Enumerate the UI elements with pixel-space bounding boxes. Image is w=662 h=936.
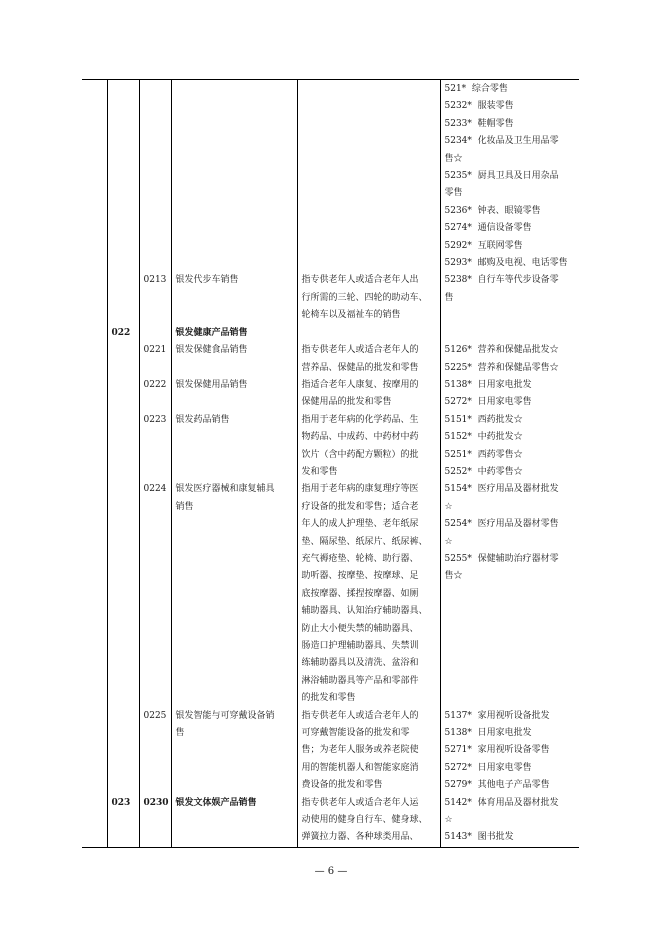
level2-code-text: 0230: [143, 797, 169, 808]
description-line: 售；为老年人服务或养老院使: [301, 745, 419, 756]
description-line: 防止大小便失禁的辅助器具、: [301, 623, 419, 634]
description-line: 垫、隔尿垫、纸尿片、纸尿裤、: [301, 536, 428, 547]
industry-code-line: 5138* 日用家电批发: [444, 379, 532, 390]
industry-code-line: 售☆: [444, 153, 463, 164]
margin-cell: [82, 481, 107, 707]
level1-code-text: 022: [111, 327, 131, 338]
description-line: 饮片（含中药配方颗粒）的批: [301, 449, 419, 460]
industry-code-line: 5142* 体育用品及器材批发: [444, 797, 559, 808]
industry-code-line: 5235* 厨具卫具及日用杂品: [444, 171, 559, 182]
industry-code-line: 5138* 日用家电批发: [444, 728, 532, 739]
category-name-text: 销售: [175, 501, 194, 512]
level2-code: [139, 80, 171, 273]
level2-code: [139, 272, 171, 324]
industry-code-line: 5232* 服装零售: [444, 101, 514, 112]
industry-code-line: 5255* 保健辅助治疗器材零: [444, 553, 559, 564]
level2-code: [139, 481, 171, 707]
category-name: [171, 481, 297, 707]
level2-code-text: 0224: [143, 484, 167, 495]
category-name: [171, 325, 297, 342]
level2-code: [139, 377, 171, 412]
industry-code-line: 5225* 营养和保健品零售☆: [444, 362, 559, 373]
industry-code-line: ☆: [444, 536, 453, 547]
level2-code-text: 0222: [143, 379, 167, 390]
level2-code: [139, 412, 171, 482]
description-line: 营养品、保健品的批发和零售: [301, 362, 419, 373]
description-line: 指专供老年人或适合老年人出: [301, 275, 419, 286]
table-row: [82, 377, 579, 412]
description-line: 指用于老年病的康复理疗等医: [301, 484, 419, 495]
description: [297, 377, 440, 412]
category-name-text: 银发医疗器械和康复辅具: [175, 484, 275, 495]
industry-code-line: 5272* 日用家电零售: [444, 762, 532, 773]
description-line: 助听器、按摩垫、按摩球、足: [301, 571, 419, 582]
industry-code-line: ☆: [444, 815, 453, 826]
industry-codes: [440, 481, 579, 707]
description-line: 指适合老年人康复、按摩用的: [301, 379, 419, 390]
level1-code: [107, 272, 139, 324]
industry-code-line: 5233* 鞋帽零售: [444, 118, 514, 129]
margin-cell: [82, 80, 107, 273]
category-name: [171, 412, 297, 482]
industry-code-line: 5254* 医疗用品及器材零售: [444, 519, 559, 530]
description: [297, 708, 440, 795]
level2-code: [139, 708, 171, 795]
page-number: — 6 —: [314, 866, 348, 877]
margin-cell: [82, 795, 107, 848]
category-name-text: 银发保健用品销售: [175, 379, 248, 390]
level1-code: [107, 708, 139, 795]
industry-code-line: 5252* 中药零售☆: [444, 466, 523, 477]
description: [297, 342, 440, 377]
category-name: [171, 342, 297, 377]
industry-code-line: 售☆: [444, 571, 463, 582]
category-name: [171, 272, 297, 324]
description-line: 指专供老年人或适合老年人运: [301, 797, 419, 808]
table-row: [82, 412, 579, 482]
level1-code: [107, 481, 139, 707]
industry-codes: [440, 80, 579, 273]
level1-code: [107, 325, 139, 342]
description-line: 行所需的三轮、四轮的助动车、: [301, 292, 428, 303]
classification-table: [82, 79, 579, 848]
description-line: 弹簧拉力器、各种球类用品、: [301, 832, 419, 843]
level2-code-text: 0223: [143, 414, 167, 425]
description-line: 费设备的批发和零售: [301, 780, 383, 791]
category-name: [171, 708, 297, 795]
level2-code-text: 0221: [143, 345, 167, 356]
industry-code-line: 售: [444, 292, 454, 303]
level1-code: [107, 412, 139, 482]
table-row: [82, 795, 579, 848]
industry-codes: [440, 377, 579, 412]
industry-codes: [440, 325, 579, 342]
table-row: [82, 80, 579, 273]
margin-cell: [82, 377, 107, 412]
description-line: 指用于老年病的化学药品、生: [301, 414, 419, 425]
table-row: [82, 481, 579, 707]
margin-cell: [82, 325, 107, 342]
description-line: 年人的成人护理垫、老年纸尿: [301, 519, 419, 530]
level1-code-text: 023: [111, 797, 131, 808]
industry-code-line: 5137* 家用视听设备批发: [444, 710, 550, 721]
industry-codes: [440, 708, 579, 795]
industry-code-line: 5234* 化妆品及卫生用品零: [444, 136, 559, 147]
level1-code: [107, 80, 139, 273]
description-line: 指专供老年人或适合老年人的: [301, 710, 419, 721]
industry-code-line: 5272* 日用家电零售: [444, 397, 532, 408]
margin-cell: [82, 708, 107, 795]
description: [297, 325, 440, 342]
table-row: [82, 272, 579, 324]
description-line: 练辅助器具以及清洗、盆浴和: [301, 658, 419, 669]
description: [297, 481, 440, 707]
industry-codes: [440, 342, 579, 377]
industry-code-line: 零售: [444, 188, 463, 199]
industry-code-line: 5152* 中药批发☆: [444, 432, 523, 443]
category-name-text: 售: [175, 728, 185, 739]
description-line: 充气褥疮垫、轮椅、助行器、: [301, 553, 419, 564]
industry-code-line: 5143* 图书批发: [444, 832, 514, 843]
description: [297, 795, 440, 848]
description-line: 的批发和零售: [301, 693, 356, 704]
description-line: 底按摩器、揉捏按摩器、如厕: [301, 588, 419, 599]
industry-code-line: 5126* 营养和保健品批发☆: [444, 345, 559, 356]
level2-code-text: 0213: [143, 275, 167, 286]
description-line: 疗设备的批发和零售；适合老: [301, 501, 419, 512]
description-line: 轮椅车以及福祉车的销售: [301, 310, 401, 321]
level2-code: [139, 325, 171, 342]
description-line: 指专供老年人或适合老年人的: [301, 345, 419, 356]
industry-codes: [440, 412, 579, 482]
industry-code-line: 5151* 西药批发☆: [444, 414, 523, 425]
category-name-text: 银发文体娱产品销售: [175, 797, 257, 808]
industry-code-line: 5279* 其他电子产品零售: [444, 780, 550, 791]
industry-code-line: 5154* 医疗用品及器材批发: [444, 484, 559, 495]
description-line: 肠造口护理辅助器具、失禁训: [301, 641, 419, 651]
description: [297, 272, 440, 324]
category-name: [171, 377, 297, 412]
industry-code-line: 5236* 钟表、眼镜零售: [444, 205, 541, 216]
description-line: 保健用品的批发和零售: [301, 397, 392, 408]
table-row: [82, 325, 579, 342]
description-line: 辅助器具、认知治疗辅助器具、: [301, 606, 428, 617]
industry-code-line: 5251* 西药零售☆: [444, 449, 523, 460]
level1-code: [107, 342, 139, 377]
industry-codes: [440, 272, 579, 324]
margin-cell: [82, 412, 107, 482]
industry-code-line: 5292* 互联网零售: [444, 240, 523, 251]
industry-code-line: 521* 综合零售: [444, 84, 508, 94]
margin-cell: [82, 342, 107, 377]
industry-codes: [440, 795, 579, 848]
description-line: 发和零售: [301, 466, 338, 477]
category-name: [171, 795, 297, 848]
description-line: 淋浴辅助器具等产品和零部件: [301, 675, 419, 686]
industry-code-line: ☆: [444, 501, 453, 512]
category-name-text: 银发健康产品销售: [175, 327, 248, 338]
industry-code-line: 5293* 邮购及电视、电话零售: [444, 258, 568, 269]
level2-code: [139, 795, 171, 848]
description-line: 可穿戴智能设备的批发和零: [301, 728, 410, 739]
industry-code-line: 5238* 自行车等代步设备零: [444, 275, 559, 286]
category-name-text: 银发智能与可穿戴设备销: [175, 710, 275, 721]
category-name-text: 银发代步车销售: [175, 275, 239, 286]
description: [297, 412, 440, 482]
level1-code: [107, 795, 139, 848]
industry-code-line: 5271* 家用视听设备零售: [444, 745, 550, 756]
description-line: 动使用的健身自行车、健身球、: [301, 815, 428, 826]
category-name-text: 银发药品销售: [175, 414, 230, 425]
description-line: 物药品、中成药、中药材中药: [301, 432, 419, 443]
category-name-text: 银发保健食品销售: [175, 345, 248, 356]
table-row: [82, 708, 579, 795]
margin-cell: [82, 272, 107, 324]
industry-code-line: 5274* 通信设备零售: [444, 223, 532, 234]
category-name: [171, 80, 297, 273]
level1-code: [107, 377, 139, 412]
description-line: 用的智能机器人和智能家庭消: [301, 762, 419, 773]
level2-code: [139, 342, 171, 377]
description: [297, 80, 440, 273]
level2-code-text: 0225: [143, 710, 167, 721]
table-row: [82, 342, 579, 377]
